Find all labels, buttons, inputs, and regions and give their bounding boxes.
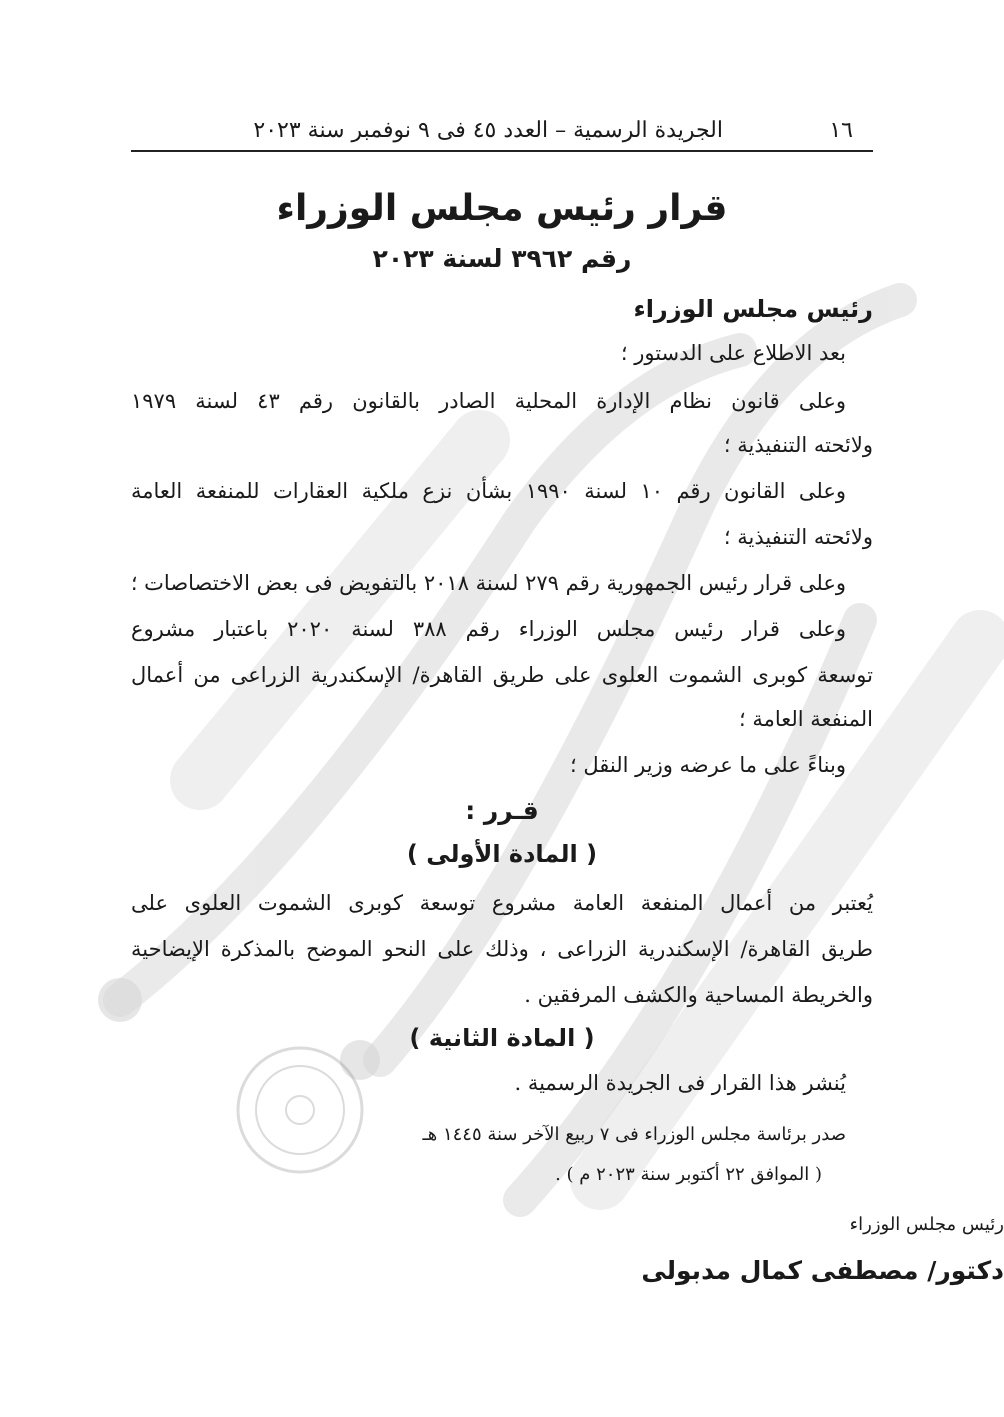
preamble-line: وعلى القانون رقم ١٠ لسنة ١٩٩٠ بشأن نزع ملكية العقارات للمنفعة العامة: [131, 479, 846, 503]
article-2-heading: ( المادة الثانية ): [409, 1024, 595, 1052]
article-2-text: يُنشر هذا القرار فى الجريدة الرسمية .: [514, 1071, 846, 1095]
preamble-line: وعلى قانون نظام الإدارة المحلية الصادر بالقانون رقم ٤٣ لسنة ١٩٧٩: [131, 389, 846, 413]
decree-issuer: رئيس مجلس الوزراء: [633, 295, 873, 323]
signature-name: دكتور/ مصطفى كمال مدبولى: [641, 1256, 1004, 1285]
preamble-line: وعلى قرار رئيس الجمهورية رقم ٢٧٩ لسنة ٢٠١٨ بالتفويض فى بعض الاختصاصات ؛: [130, 571, 846, 595]
preamble-line: ولائحته التنفيذية ؛: [723, 433, 873, 457]
page-header: [131, 110, 873, 152]
decided-heading: قـرر :: [465, 796, 539, 825]
article-1-heading: ( المادة الأولى ): [406, 840, 598, 868]
page-number: ١٦: [829, 118, 853, 143]
preamble-line: ولائحته التنفيذية ؛: [723, 525, 873, 549]
preamble-line: بعد الاطلاع على الدستور ؛: [620, 341, 846, 365]
decree-number: رقم ٣٩٦٢ لسنة ٢٠٢٣: [372, 244, 632, 273]
decree-title: قرار رئيس مجلس الوزراء: [276, 188, 728, 229]
preamble-line: وعلى قرار رئيس مجلس الوزراء رقم ٣٨٨ لسنة ٢٠٢٠ باعتبار مشروع: [131, 617, 846, 641]
gazette-issue-title: الجريدة الرسمية – العدد ٤٥ فى ٩ نوفمبر سنة ٢٠٢٣: [253, 118, 723, 143]
article-1-line: طريق القاهرة/ الإسكندرية الزراعى ، وذلك على النحو الموضح بالمذكرة الإيضاحية: [131, 937, 873, 961]
issuance-date-hijri: صدر برئاسة مجلس الوزراء فى ٧ ربيع الآخر سنة ١٤٤٥ هـ: [422, 1124, 846, 1145]
preamble-line: وبناءً على ما عرضه وزير النقل ؛: [570, 753, 846, 777]
signature-role: رئيس مجلس الوزراء: [849, 1214, 1004, 1235]
preamble-line: المنفعة العامة ؛: [738, 707, 873, 731]
article-1-line: والخريطة المساحية والكشف المرفقين .: [524, 983, 873, 1007]
article-1-line: يُعتبر من أعمال المنفعة العامة مشروع توسعة كوبرى الشموت العلوى على: [131, 891, 873, 915]
issuance-date-gregorian: ( الموافق ٢٢ أكتوبر سنة ٢٠٢٣ م ) .: [555, 1164, 822, 1185]
preamble-line: توسعة كوبرى الشموت العلوى على طريق القاهرة/ الإسكندرية الزراعى من أعمال: [131, 663, 873, 687]
